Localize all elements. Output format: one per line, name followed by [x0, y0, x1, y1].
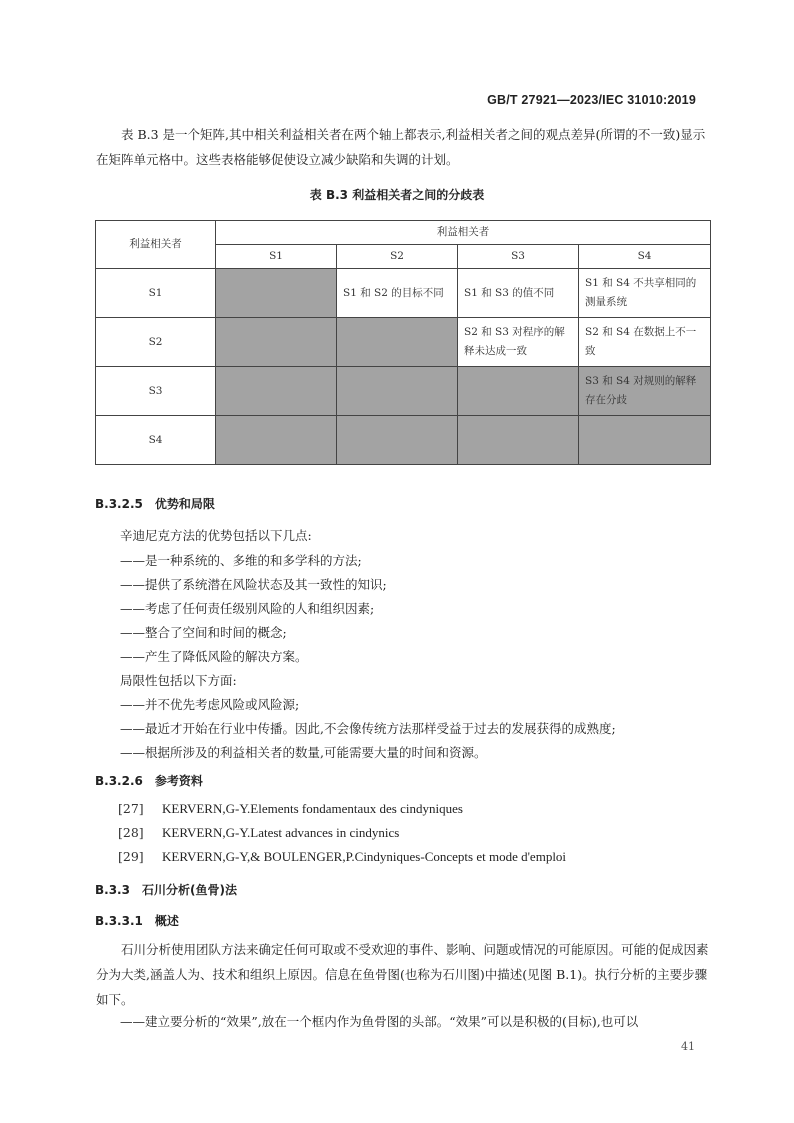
list-item: ——建立要分析的“效果”,放在一个框内作为鱼骨图的头部。“效果”可以是积极的(目标),也可以	[120, 1014, 639, 1029]
section-number: B.3.3.1	[95, 914, 143, 928]
reference-text: KERVERN,G-Y,& BOULENGER,P.Cindyniques-Concepts et mode d'emploi	[162, 849, 567, 864]
section-title: 石川分析(鱼骨)法	[141, 883, 237, 897]
reference-item	[118, 849, 566, 865]
shaded-cell	[216, 367, 337, 416]
column-header: S1	[216, 245, 337, 269]
table-row	[96, 416, 711, 465]
column-header: S2	[337, 245, 458, 269]
intro-paragraph: 表 B.3 是一个矩阵,其中相关利益相关者在两个轴上都表示,利益相关者之间的观点差异(所谓的不一致)显示在矩阵单元格中。这些表格能够促使设立减少缺陷和失调的计划。	[96, 127, 706, 167]
shaded-cell	[337, 318, 458, 367]
shaded-cell	[216, 269, 337, 318]
section-number: B.3.2.6	[95, 774, 143, 788]
shaded-cell	[337, 367, 458, 416]
table-cell: S2 和 S3 对程序的解释未达成一致	[458, 318, 579, 367]
reference-item	[118, 801, 463, 817]
table-row	[96, 269, 711, 318]
strengths-intro: 辛迪尼克方法的优势包括以下几点:	[120, 528, 312, 543]
reference-text: KERVERN,G-Y.Elements fondamentaux des cindyniques	[162, 801, 463, 816]
shaded-cell	[458, 416, 579, 465]
limits-intro: 局限性包括以下方面:	[120, 673, 237, 688]
shaded-cell	[216, 416, 337, 465]
section-title: 优势和局限	[154, 497, 215, 511]
section-title: 参考资料	[154, 774, 203, 788]
column-header: S3	[458, 245, 579, 269]
table-cell: S2 和 S4 在数据上不一致	[579, 318, 711, 367]
row-header: S2	[96, 318, 216, 367]
page-number: 41	[681, 1040, 695, 1053]
section-heading-b331	[95, 912, 179, 929]
stakeholder-divergence-table	[95, 220, 711, 465]
section-number: B.3.3	[95, 883, 130, 897]
table-header-row	[96, 221, 711, 245]
shaded-cell	[337, 416, 458, 465]
table-title: 表 B.3 利益相关者之间的分歧表	[309, 188, 485, 202]
table-row	[96, 367, 711, 416]
list-item: ——提供了系统潜在风险状态及其一致性的知识;	[120, 577, 387, 592]
section-heading-b325	[95, 495, 215, 512]
section-heading-b326	[95, 772, 203, 789]
list-item: ——产生了降低风险的解决方案。	[120, 649, 308, 664]
row-header: S3	[96, 367, 216, 416]
reference-item	[118, 825, 399, 841]
shaded-cell	[579, 416, 711, 465]
group-header: 利益相关者	[216, 221, 711, 245]
reference-number: [29]	[118, 849, 144, 864]
section-heading-b33	[95, 881, 237, 898]
list-item: ——并不优先考虑风险或风险源;	[120, 697, 300, 712]
column-header: S4	[579, 245, 711, 269]
list-item: ——是一种系统的、多维的和多学科的方法;	[120, 553, 362, 568]
shaded-cell	[216, 318, 337, 367]
table-cell: S1 和 S3 的值不同	[458, 269, 579, 318]
table-row	[96, 318, 711, 367]
reference-number: [28]	[118, 825, 144, 840]
shaded-cell	[458, 367, 579, 416]
standard-code: GB/T 27921—2023/IEC 31010:2019	[487, 93, 696, 107]
list-item: ——整合了空间和时间的概念;	[120, 625, 287, 640]
table-cell: S1 和 S4 不共享相同的测量系统	[579, 269, 711, 318]
list-item: ——最近才开始在行业中传播。因此,不会像传统方法那样受益于过去的发展获得的成熟度;	[120, 721, 616, 736]
list-item: ——考虑了任何责任级别风险的人和组织因素;	[120, 601, 375, 616]
overview-paragraph: 石川分析使用团队方法来确定任何可取或不受欢迎的事件、影响、问题或情况的可能原因。可能的促成因素分为大类,涵盖人为、技术和组织上原因。信息在鱼骨图(也称为石川图)中描述(见图 B.1)。执行分析的主要步骤如下。	[96, 942, 709, 1007]
reference-number: [27]	[118, 801, 144, 816]
table-cell: S1 和 S2 的目标不同	[337, 269, 458, 318]
section-title: 概述	[154, 914, 179, 928]
corner-header: 利益相关者	[96, 221, 216, 269]
list-item: ——根据所涉及的利益相关者的数量,可能需要大量的时间和资源。	[120, 745, 487, 760]
shaded-text-cell: S3 和 S4 对规则的解释存在分歧	[579, 367, 711, 416]
reference-text: KERVERN,G-Y.Latest advances in cindynics	[162, 825, 400, 840]
row-header: S1	[96, 269, 216, 318]
section-number: B.3.2.5	[95, 497, 143, 511]
row-header: S4	[96, 416, 216, 465]
